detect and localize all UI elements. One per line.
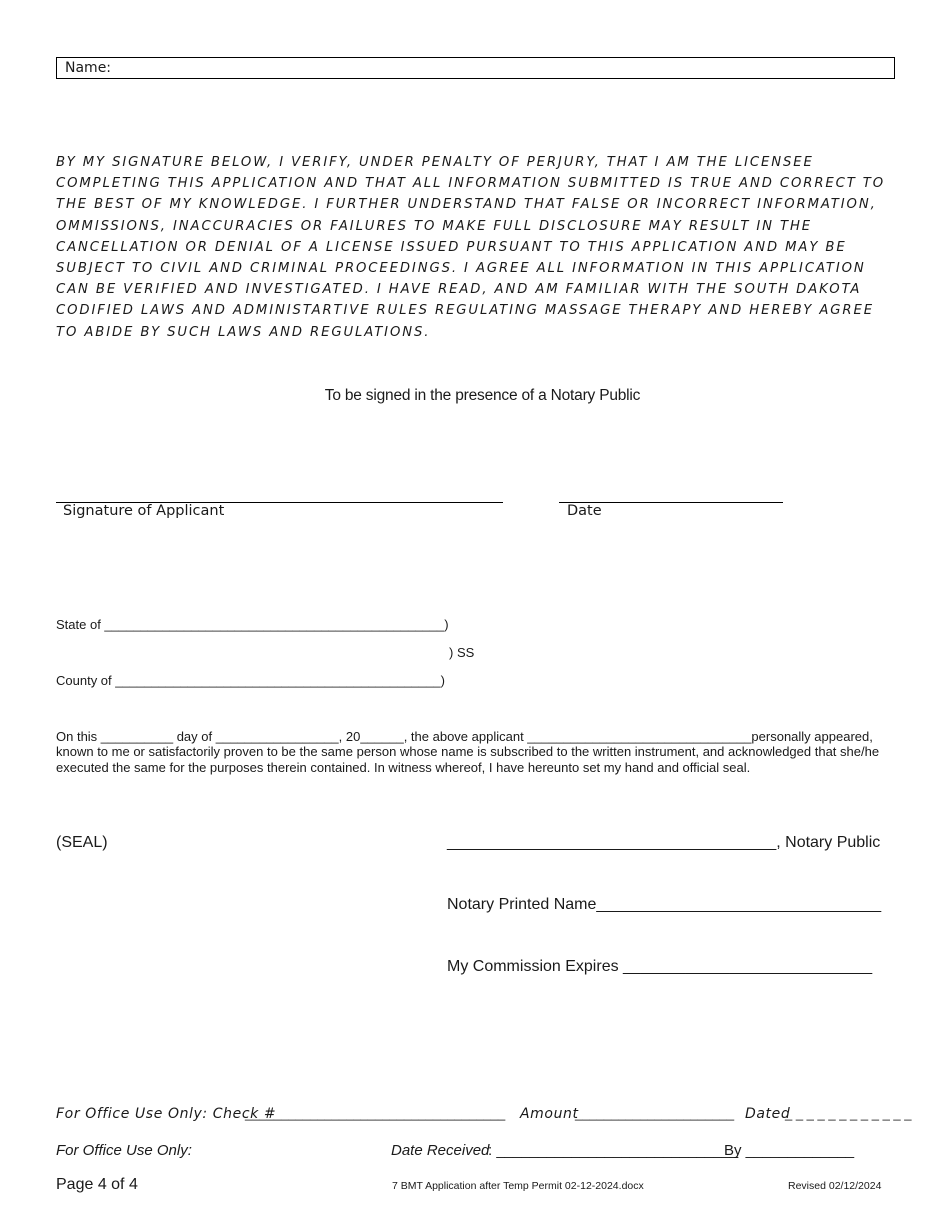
office-use-check-blank: ____________________________________ [245,1106,506,1121]
acknowledgment-paragraph: On this __________ day of _________________, 20______, the above applicant _______________________________personally appeared, known to me or satisfactorily proven to be the same person whose name is subscribed to the written instrument, and acknowledged that she/he executed the same for the purposes therein contained. In witness whereof, I have hereunto set my hand and official seal. [56,729,880,775]
county-of-line: County of _____________________________________________) [56,673,445,688]
office-use-amount-label: Amount [520,1106,579,1122]
by-blank: By _____________ [724,1142,855,1159]
office-use-label: For Office Use Only: [56,1142,192,1159]
document-filename: 7 BMT Application after Temp Permit 02-12-2024.docx [392,1180,644,1192]
name-label: Name: [65,60,112,76]
date-label: Date [567,503,602,519]
ss-line: ) SS [449,645,475,660]
state-of-line: State of _______________________________________________) [56,617,449,632]
notary-printed-name-line: Notary Printed Name________________________________ [447,896,882,913]
commission-expires-line: My Commission Expires ____________________________ [447,958,873,975]
revised-date: Revised 02/12/2024 [788,1180,882,1192]
office-use-dated-label: Dated [745,1106,791,1122]
office-use-check-prefix: For Office Use Only: Check # [56,1106,277,1122]
office-use-dated-blank: _ _ _ _ _ _ _ _ _ _ _ _ [785,1106,912,1121]
date-received-label: Date Received [391,1142,490,1159]
notary-public-signature-line: _____________________________________, Notary Public [447,834,881,851]
name-field[interactable] [56,57,895,79]
seal-label: (SEAL) [56,834,108,851]
signature-of-applicant-label: Signature of Applicant [63,503,225,519]
perjury-declaration: BY MY SIGNATURE BELOW, I VERIFY, UNDER PENALTY OF PERJURY, THAT I AM THE LICENSEE COMPLETING THIS APPLICATION AND THAT ALL INFORMATION SUBMITTED IS TRUE AND CORRECT TO THE BEST OF MY KNOWLEDGE. I FURTHER UNDERSTAND THAT FALSE OR INCORRECT INFORMATION, OMMISSIONS, INACCURACIES OR FAILURES TO MAKE FULL DISCLOSURE MAY RESULT IN THE CANCELLATION OR DENIAL OF A LICENSE ISSUED PURSUANT TO THIS APPLICATION AND MAY BE SUBJECT TO CIVIL AND CRIMINAL PROCEEDINGS. I AGREE ALL INFORMATION IN THIS APPLICATION CAN BE VERIFIED AND INVESTIGATED. I HAVE READ, AND AM FAMILIAR WITH THE SOUTH DAKOTA CODIFIED LAWS AND ADMINISTARTIVE RULES REGULATING MASSAGE THERAPY AND HEREBY AGREE TO ABIDE BY SUCH LAWS AND REGULATIONS. [56,155,886,340]
page-number: Page 4 of 4 [56,1176,138,1193]
date-received-blank: : _____________________________ [488,1142,739,1159]
notary-instruction: To be signed in the presence of a Notary Public [324,387,641,404]
office-use-amount-blank: ______________________ [575,1106,735,1121]
